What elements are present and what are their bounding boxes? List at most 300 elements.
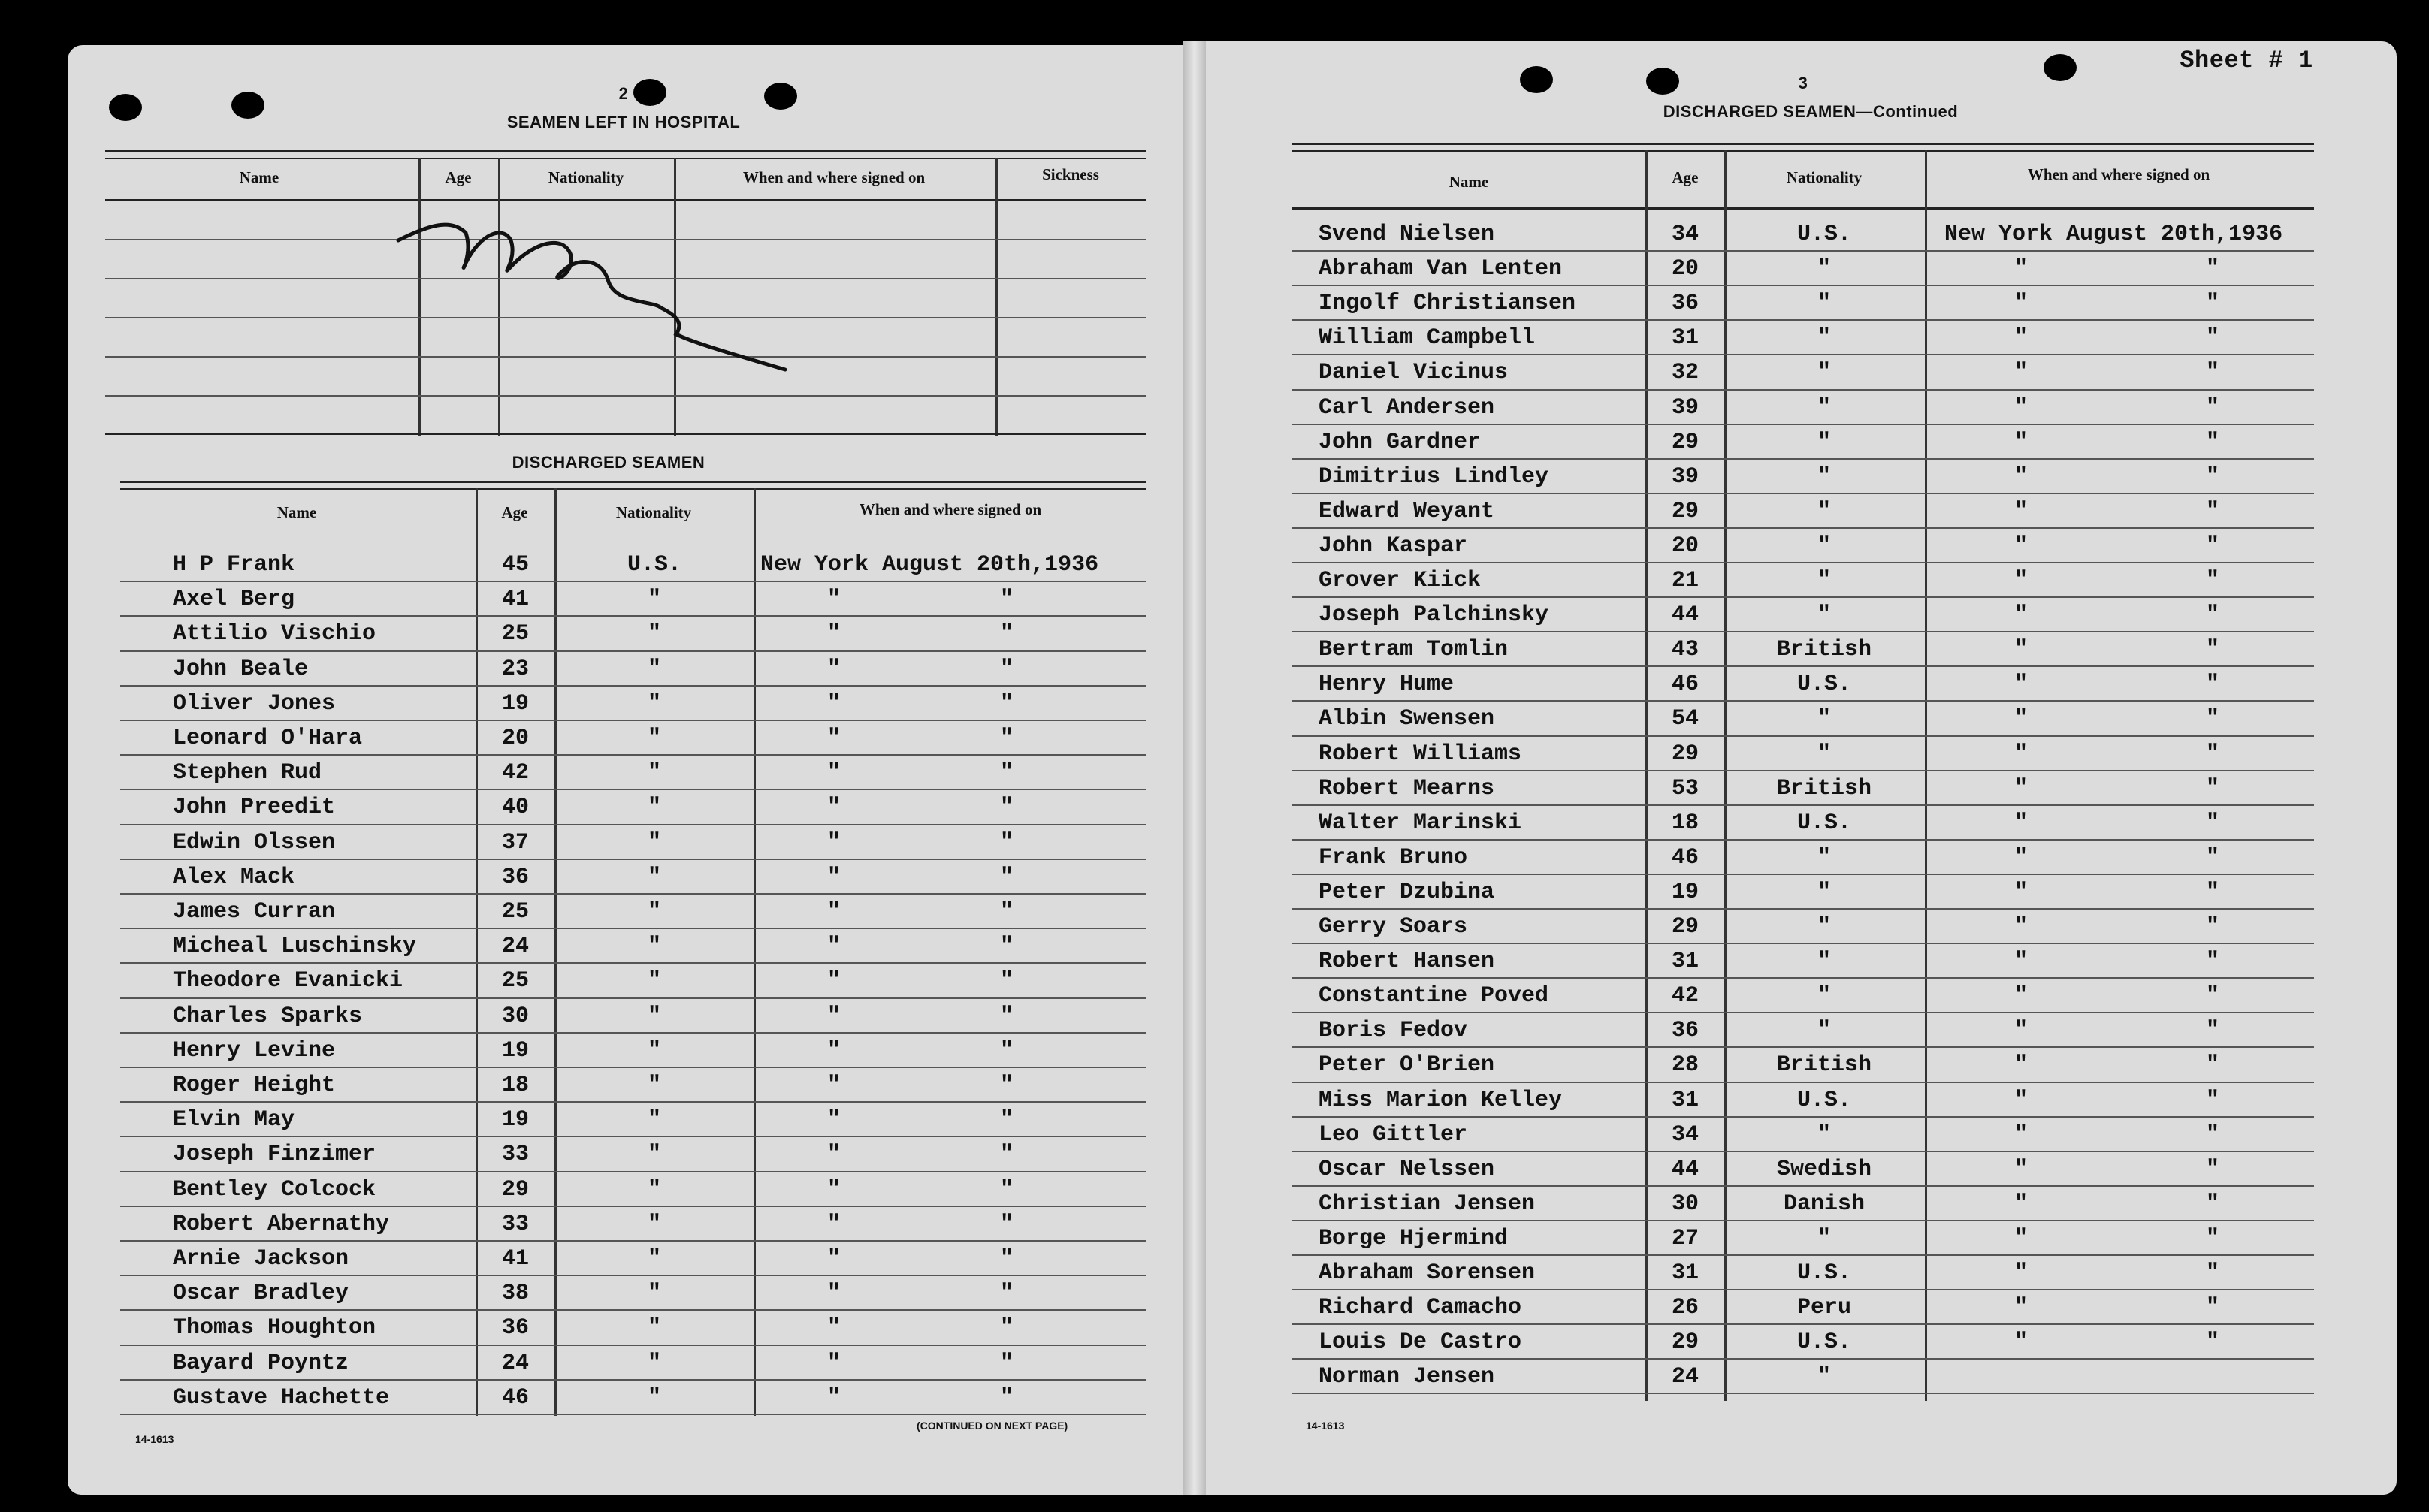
row-rule [1292,908,2314,910]
row-c1: " [826,656,841,682]
row-age: 18 [501,1073,529,1098]
row-c2: " [999,1384,1014,1411]
row-c1: " [2014,1018,2028,1044]
hospital-title: SEAMEN LEFT IN HOSPITAL [506,113,741,131]
row-age: 39 [1671,463,1699,490]
row-name: Dimitrius Lindley [1319,463,1549,490]
row-age: 31 [1671,1260,1699,1286]
row-rule [1292,1012,2314,1013]
row-age: 40 [501,795,529,821]
row-rule [1292,1082,2314,1083]
row-age: 19 [1671,879,1699,905]
row-nat: " [1817,879,1831,905]
row-c1: " [2014,429,2028,455]
row-c2: " [999,795,1014,821]
row-c2: " [2205,1018,2219,1044]
row-nat: " [1817,568,1831,593]
row-nat: " [647,621,661,647]
row-c1: " [2014,394,2028,421]
row-rule [1292,1393,2314,1394]
row-nat: " [647,968,661,994]
row-c2: " [2205,844,2219,871]
row-age: 38 [501,1281,529,1307]
row-c1: " [2014,1156,2028,1182]
row-nat: Peru [1796,1295,1851,1321]
row-age: 25 [501,899,529,925]
row-age: 36 [1671,291,1699,317]
row-rule [120,1309,1146,1311]
row-name: Arnie Jackson [173,1246,349,1272]
row-c2: " [2205,602,2219,629]
row-name: Constantine Poved [1319,983,1549,1010]
row-age: 32 [1671,360,1699,386]
row-c2: " [2205,1156,2219,1182]
row-name: Bayard Poyntz [173,1350,349,1376]
row-rule [120,1067,1146,1068]
row-nat: U.S. [1796,810,1851,836]
row-nat: Danish [1783,1191,1866,1217]
row-age: 30 [1671,1191,1699,1217]
row-name: H P Frank [173,552,295,578]
row-age: 29 [501,1176,529,1203]
row-age: 28 [1671,1052,1699,1079]
row-c1: " [826,760,841,786]
row-rule [120,1379,1146,1381]
row-c1: " [2014,325,2028,352]
row-c2: " [2205,256,2219,282]
hospital-col-age: Age [445,168,472,186]
row-age: 31 [1671,949,1699,975]
row-name: Axel Berg [173,587,295,613]
row-c2: " [999,621,1014,647]
row-c2: " [999,899,1014,925]
row-age: 44 [1671,602,1699,629]
row-c1: " [826,1281,841,1307]
row-nat: " [647,690,661,717]
row-age: 33 [501,1142,529,1168]
row-age: 19 [501,1107,529,1133]
row-rule [1292,562,2314,563]
row-c2: " [2205,983,2219,1010]
punch-hole [2044,54,2077,81]
row-age: 43 [1671,637,1699,663]
row-rule [1292,665,2314,667]
row-c1: " [2014,256,2028,282]
row-name: Joseph Finzimer [173,1142,376,1168]
row-nat: " [647,1176,661,1203]
row-nat: " [1817,602,1831,629]
row-nat: " [647,656,661,682]
row-c1: " [826,621,841,647]
row-age: 24 [501,934,529,960]
row-name: Oscar Bradley [173,1281,349,1307]
row-c1: " [2014,844,2028,871]
row-age: 19 [501,1037,529,1064]
row-c1: " [2014,914,2028,940]
row-rule [120,1240,1146,1242]
row-rule [120,754,1146,756]
row-nat: " [1817,256,1831,282]
row-rule [1292,285,2314,286]
row-age: 23 [501,656,529,682]
row-c2: " [999,587,1014,613]
row-c1: " [826,864,841,890]
row-nat: " [1817,949,1831,975]
row-nat: U.S. [1796,1260,1851,1286]
row-name: Edward Weyant [1319,498,1495,524]
row-c2: " [2205,741,2219,767]
hospital-col-name: Name [239,168,279,186]
row-nat: " [647,1073,661,1098]
row-c1: " [2014,568,2028,593]
row-age: 19 [501,690,529,717]
hospital-col-nationality: Nationality [548,168,624,186]
row-name: Albin Swensen [1319,706,1495,732]
row-age: 27 [1671,1225,1699,1251]
row-nat: U.S. [627,552,681,578]
row-name: Boris Fedov [1319,1018,1468,1044]
row-rule [1292,319,2314,321]
row-c2: " [2205,1260,2219,1286]
row-name: Robert Williams [1319,741,1522,767]
row-signed: New York August 20th,1936 [760,552,1099,578]
row-rule [120,1171,1146,1172]
row-name: Peter O'Brien [1319,1052,1495,1079]
row-name: John Preedit [173,795,336,821]
row-c2: " [2205,1087,2219,1113]
row-c1: " [826,1211,841,1237]
row-name: Robert Abernathy [173,1211,390,1237]
row-c1: " [2014,671,2028,698]
row-c1: " [2014,879,2028,905]
row-age: 25 [501,968,529,994]
row-name: Frank Bruno [1319,844,1468,871]
discharged-continued-title: DISCHARGED SEAMEN—Continued [1663,102,1959,121]
row-c2: " [2205,637,2219,663]
row-age: 29 [1671,914,1699,940]
row-rule [120,1206,1146,1207]
row-age: 41 [501,587,529,613]
row-c1: " [2014,291,2028,317]
row-age: 44 [1671,1156,1699,1182]
row-nat: U.S. [1796,222,1851,247]
discharged-title: DISCHARGED SEAMEN [512,453,705,472]
row-c2: " [2205,394,2219,421]
row-rule [1292,1358,2314,1360]
row-nat: U.S. [1796,671,1851,698]
discharged-col-name: Name [276,503,317,521]
row-c1: " [826,1142,841,1168]
form-number-left: 14-1613 [135,1433,174,1445]
row-c2: " [2205,1121,2219,1148]
row-nat: " [647,829,661,856]
row-c1: " [826,1315,841,1341]
row-c2: " [2205,1052,2219,1079]
row-name: Abraham Sorensen [1319,1260,1536,1286]
row-c1: " [2014,810,2028,836]
row-name: Carl Andersen [1319,394,1495,421]
row-c2: " [2205,291,2219,317]
row-nat: " [1817,325,1831,352]
row-c2: " [999,656,1014,682]
row-age: 26 [1671,1295,1699,1321]
right-col-name: Name [1449,173,1489,191]
row-rule [120,1275,1146,1276]
row-rule [120,685,1146,687]
row-c1: " [2014,360,2028,386]
row-name: Attilio Vischio [173,621,376,647]
row-name: Ingolf Christiansen [1319,291,1576,317]
row-name: Henry Hume [1319,671,1455,698]
hospital-col-signed: When and where signed on [742,168,926,186]
row-name: William Campbell [1319,325,1536,352]
row-name: Svend Nielsen [1319,222,1495,247]
page-gutter [1183,41,1206,1495]
row-c2: " [999,1037,1014,1064]
row-age: 33 [501,1211,529,1237]
row-nat: Swedish [1776,1156,1872,1182]
row-c1: " [2014,1295,2028,1321]
discharged-col-nationality: Nationality [615,503,692,521]
row-rule [120,650,1146,652]
row-name: Stephen Rud [173,760,322,786]
row-nat: " [647,1281,661,1307]
row-c2: " [2205,498,2219,524]
punch-hole [1646,68,1679,95]
row-name: Grover Kiick [1319,568,1482,593]
row-nat: " [1817,394,1831,421]
row-rule [1292,493,2314,494]
right-col-age: Age [1672,168,1699,186]
row-c2: " [999,1315,1014,1341]
row-age: 36 [501,864,529,890]
row-name: Elvin May [173,1107,295,1133]
page-number-right: 3 [1798,74,1808,92]
row-rule [1292,839,2314,841]
row-nat: " [1817,463,1831,490]
row-nat: " [647,795,661,821]
row-rule [120,893,1146,895]
row-c1: " [2014,983,2028,1010]
right-col-signed: When and where signed on [2027,165,2210,183]
row-c1: " [826,899,841,925]
row-c1: " [826,1107,841,1133]
row-name: John Gardner [1319,429,1482,455]
row-c2: " [2205,879,2219,905]
row-rule [1292,735,2314,737]
row-rule [1292,1185,2314,1187]
discharged-col-signed: When and where signed on [859,500,1042,518]
row-nat: U.S. [1796,1087,1851,1113]
row-rule [120,1345,1146,1346]
row-name: Leonard O'Hara [173,726,363,751]
row-rule [1292,700,2314,702]
row-rule [1292,250,2314,252]
row-age: 29 [1671,741,1699,767]
row-age: 36 [501,1315,529,1341]
handwritten-none-signature [383,210,804,383]
row-age: 29 [1671,1329,1699,1356]
row-nat: " [1817,706,1831,732]
row-age: 29 [1671,498,1699,524]
row-c1: " [826,1384,841,1411]
row-nat: " [647,760,661,786]
row-c2: " [2205,949,2219,975]
form-number-right: 14-1613 [1306,1420,1345,1432]
row-age: 31 [1671,1087,1699,1113]
row-c1: " [2014,775,2028,801]
row-rule [1292,354,2314,355]
row-rule [1292,1289,2314,1290]
row-c2: " [2205,671,2219,698]
row-c1: " [2014,706,2028,732]
row-nat: " [647,1350,661,1376]
row-c1: " [2014,1329,2028,1356]
row-nat: " [1817,429,1831,455]
row-age: 30 [501,1003,529,1029]
row-nat: " [647,1246,661,1272]
row-name: Gerry Soars [1319,914,1468,940]
row-rule [1292,1116,2314,1118]
row-c1: " [2014,1087,2028,1113]
row-c1: " [2014,1052,2028,1079]
row-rule [1292,631,2314,632]
row-c2: " [999,1211,1014,1237]
row-c1: " [826,934,841,960]
row-c2: " [2205,429,2219,455]
row-nat: " [647,899,661,925]
row-c1: " [826,587,841,613]
row-name: Miss Marion Kelley [1319,1087,1563,1113]
discharged-col-age: Age [501,503,528,521]
row-c2: " [2205,775,2219,801]
row-c1: " [826,829,841,856]
sheet-label: Sheet # 1 [2180,47,2313,74]
punch-hole [1520,66,1553,93]
punch-hole [764,83,797,110]
row-rule [120,824,1146,825]
row-c2: " [2205,1295,2219,1321]
row-age: 34 [1671,222,1699,247]
row-age: 42 [1671,983,1699,1010]
row-c2: " [999,1073,1014,1098]
row-c2: " [999,760,1014,786]
row-c2: " [999,1176,1014,1203]
row-c1: " [826,726,841,751]
row-c1: " [2014,498,2028,524]
row-rule [120,962,1146,964]
row-name: Leo Gittler [1319,1121,1468,1148]
row-rule [1292,1220,2314,1221]
row-name: Robert Mearns [1319,775,1495,801]
row-age: 46 [1671,671,1699,698]
row-rule [1292,458,2314,460]
row-c2: " [999,829,1014,856]
row-nat: " [647,1315,661,1341]
row-nat: U.S. [1796,1329,1851,1356]
row-age: 18 [1671,810,1699,836]
row-nat: " [647,726,661,751]
row-name: Gustave Hachette [173,1384,390,1411]
row-age: 21 [1671,568,1699,593]
row-nat: " [1817,1225,1831,1251]
row-nat: British [1776,775,1872,801]
row-rule [120,789,1146,790]
row-rule [1292,1254,2314,1256]
row-c2: " [999,726,1014,751]
row-name: Richard Camacho [1319,1295,1522,1321]
continued-note: (CONTINUED ON NEXT PAGE) [917,1420,1068,1432]
row-nat: " [647,1211,661,1237]
row-c2: " [2205,1329,2219,1356]
row-nat: " [1817,360,1831,386]
row-c2: " [2205,325,2219,352]
row-name: Abraham Van Lenten [1319,256,1563,282]
row-name: Borge Hjermind [1319,1225,1509,1251]
row-c1: " [826,1350,841,1376]
row-name: Henry Levine [173,1037,336,1064]
row-age: 31 [1671,325,1699,352]
row-rule [120,859,1146,860]
row-rule [1292,804,2314,806]
row-name: Charles Sparks [173,1003,363,1029]
row-name: Norman Jensen [1319,1364,1495,1390]
row-age: 46 [501,1384,529,1411]
row-rule [1292,596,2314,598]
row-name: Walter Marinski [1319,810,1522,836]
row-name: Oscar Nelssen [1319,1156,1495,1182]
row-nat: " [1817,983,1831,1010]
row-rule [1292,874,2314,875]
row-age: 20 [1671,256,1699,282]
row-age: 24 [1671,1364,1699,1390]
row-c2: " [999,1003,1014,1029]
row-name: James Curran [173,899,336,925]
right-col-nationality: Nationality [1786,168,1863,186]
row-nat: " [1817,1121,1831,1148]
row-nat: " [1817,291,1831,317]
row-rule [120,997,1146,999]
row-c2: " [999,1350,1014,1376]
row-age: 20 [501,726,529,751]
row-c1: " [2014,949,2028,975]
row-c2: " [999,690,1014,717]
row-c2: " [2205,914,2219,940]
row-rule [1292,1323,2314,1325]
row-c2: " [2205,360,2219,386]
row-c1: " [826,1246,841,1272]
row-nat: " [647,934,661,960]
row-nat: " [1817,844,1831,871]
row-c2: " [2205,568,2219,593]
row-nat: " [1817,914,1831,940]
row-rule [120,581,1146,582]
row-age: 36 [1671,1018,1699,1044]
row-c2: " [999,1142,1014,1168]
row-rule [120,1032,1146,1034]
row-age: 45 [501,552,529,578]
row-c1: " [2014,463,2028,490]
row-nat: British [1776,1052,1872,1079]
row-c1: " [2014,637,2028,663]
row-nat: " [1817,1364,1831,1390]
row-c2: " [999,864,1014,890]
row-c1: " [2014,1121,2028,1148]
row-c1: " [826,690,841,717]
row-name: John Kaspar [1319,533,1468,559]
row-age: 46 [1671,844,1699,871]
row-rule [120,1136,1146,1137]
